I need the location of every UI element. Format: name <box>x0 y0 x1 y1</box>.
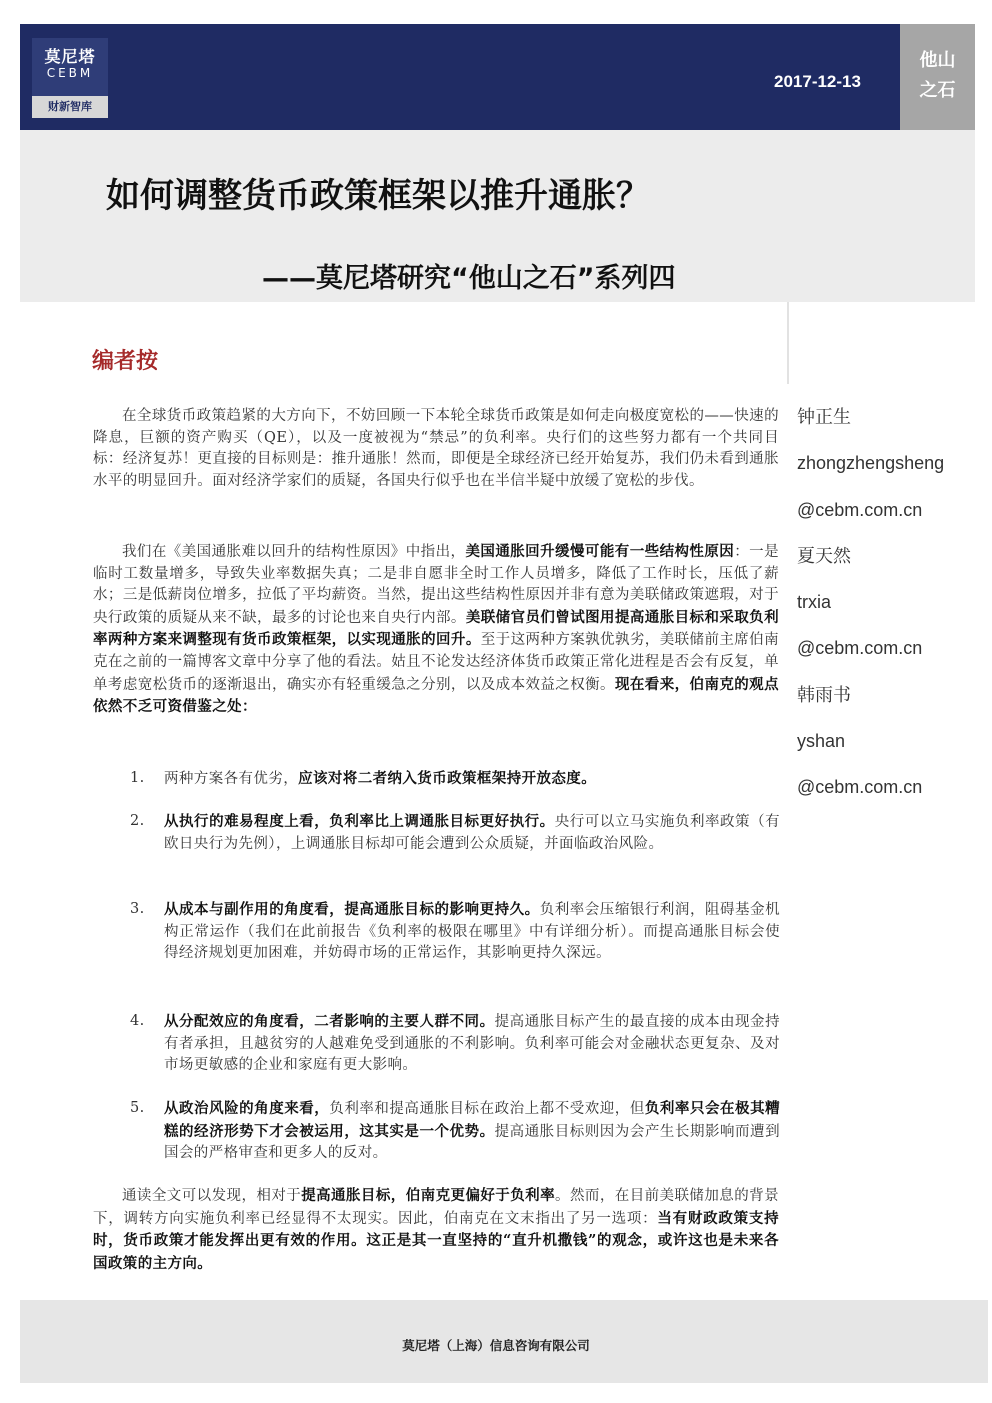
list-number: 5. <box>130 1100 145 1116</box>
page-subtitle: ——莫尼塔研究“他山之石”系列四 <box>262 263 676 294</box>
list-number: 4. <box>130 1013 145 1029</box>
divider <box>787 302 789 384</box>
paragraph-2 <box>93 541 779 719</box>
logo-sub-text: 财新智库 <box>32 96 108 118</box>
list-number: 3. <box>130 901 145 917</box>
p2-bold-f: 现在看来，伯南克的观点依然不乏可资借鉴之处： <box>93 675 779 716</box>
p2-text-e: 至于这两种方案孰优孰劣，美联储前主席伯南克在之前的一篇博客文章中分享了他的看法。姑且不论发达经济体货币政策正常化进程是否会有反复，单单考虑宽松货币的逐渐退出，确实亦有轻重缓急之分别，以及成本效益之权衡。 <box>93 632 779 693</box>
footer-company: 莫尼塔（上海）信息咨询有限公司 <box>402 1338 590 1353</box>
paragraph-3 <box>93 1185 779 1275</box>
paragraph-1-text: 在全球货币政策趋紧的大方向下，不妨回顾一下本轮全球货币政策是如何走向极度宽松的——快速的降息，巨额的资产购买（QE），以及一度被视为“禁忌”的负利率。央行们的这些努力都有一个共同目标：经济复苏！更直接的目标则是：推升通胀！然而，即便是全球经济已经开始复苏，我们仍未看到通胀水平的明显回升。面对经济学家们的质疑，各国央行似乎也在半信半疑中放缓了宽松的步伐。 <box>93 408 779 489</box>
p3-bold-d: 当有财政政策支持时，货币政策才能发挥出更有效的作用。这正是其一直坚持的“直升机撒钱”的观念，或许这也是未来各国政策的主方向。 <box>93 1209 780 1272</box>
series-tag-line1: 他山 <box>919 50 956 71</box>
p2-text-c: ：一是临时工数量增多，导致失业率数据失真；二是非自愿非全时工作人员增多，降低了工作时长，压低了薪水；三是低薪岗位增多，拉低了平均薪资。当然，提出这些结构性原因并非有意为美联储政策遮瑕，对于央行政策的质疑从来不缺，最多的讨论也来自央行内部。 <box>93 544 779 626</box>
list-bold: 应该对将二者纳入货币政策框架持开放态度。 <box>298 770 597 787</box>
p3-bold-b: 提高通胀目标，伯南克更偏好于负利率 <box>301 1187 556 1204</box>
p2-text-a: 我们在《美国通胀难以回升的结构性原因》中指出， <box>122 544 466 560</box>
p2-bold-b: 美国通胀回升缓慢可能有一些结构性原因 <box>465 543 735 560</box>
section-heading: 编者按 <box>92 349 159 374</box>
p3-text-a: 通读全文可以发现，相对于 <box>122 1188 302 1204</box>
author-name: 夏天然 <box>797 545 851 566</box>
company-logo <box>32 38 108 118</box>
list-bold-2: 负利率只会在极其糟糕的经济形势下才会被运用，这其实是一个优势。 <box>164 1100 780 1140</box>
author-name: 韩雨书 <box>797 684 851 705</box>
p2-bold-d: 美联储官员们曾试图用提高通胀目标和采取负利率两种方案来调整现有货币政策框架，以实现通胀的回升。 <box>93 608 779 649</box>
header-bar <box>20 24 900 130</box>
list-text: 央行可以立马实施负利率政策（有欧日央行为先例），上调通胀目标却可能会遭到公众质疑，并面临政治风险。 <box>164 814 781 852</box>
list-item <box>130 1011 780 1077</box>
author-email-user: yshan <box>797 731 846 752</box>
author-email-user: trxia <box>797 592 832 613</box>
list-number: 1. <box>130 770 145 786</box>
list-text: 提高通胀目标产生的最直接的成本由现金持有者承担，且越贫穷的人越难免受到通胀的不利影响。负利率可能会对金融状态更复杂、及对市场更敏感的企业和家庭有更大影响。 <box>164 1014 780 1074</box>
list-number: 2. <box>130 813 145 829</box>
series-tag <box>900 24 975 130</box>
list-bold: 从执行的难易程度上看，负利率比上调通胀目标更好执行。 <box>164 813 555 830</box>
list-item <box>130 1098 780 1165</box>
list-text: 负利率会压缩银行利润，阻碍基金机构正常运作（我们在此前报告《负利率的极限在哪里》中有详细分析）。而提高通胀目标会使得经济规划更加困难，并妨碍市场的正常运作，其影响更持久深远。 <box>164 902 780 962</box>
list-bold: 从政治风险的角度来看， <box>164 1100 330 1117</box>
report-date: 2017-12-13 <box>774 72 861 91</box>
list-item <box>130 811 780 855</box>
logo-cn-text: 莫尼塔 <box>44 47 96 66</box>
author-name: 钟正生 <box>797 407 851 427</box>
author-email-domain: @cebm.com.cn <box>797 638 923 659</box>
list-text: 负利率和提高通胀目标在政治上都不受欢迎，但 <box>329 1101 645 1117</box>
list-text-2: 提高通胀目标则因为会产生长期影响而遭到国会的严格审查和更多人的反对。 <box>164 1123 780 1162</box>
list-bold: 从成本与副作用的角度看，提高通胀目标的影响更持久。 <box>164 901 540 918</box>
paragraph-1 <box>93 406 779 492</box>
list-bold: 从分配效应的角度看，二者影响的主要人群不同。 <box>164 1013 495 1030</box>
p3-text-c: 。然而，在目前美联储加息的背景下，调转方向实施负利率已经显得不太现实。因此，伯南克在文末指出了另一选项： <box>93 1188 779 1227</box>
author-email-user: zhongzhengsheng <box>797 453 945 474</box>
author-list <box>797 404 982 821</box>
list-item <box>130 768 780 791</box>
author-email-domain: @cebm.com.cn <box>797 777 923 798</box>
list-text: 两种方案各有优劣， <box>164 771 299 787</box>
logo-en-text: CEBM <box>46 66 94 80</box>
list-item <box>130 899 780 965</box>
page-title: 如何调整货币政策框架以推升通胀？ <box>106 176 650 216</box>
author-email-domain: @cebm.com.cn <box>797 499 923 520</box>
series-tag-line2: 之石 <box>919 80 956 101</box>
